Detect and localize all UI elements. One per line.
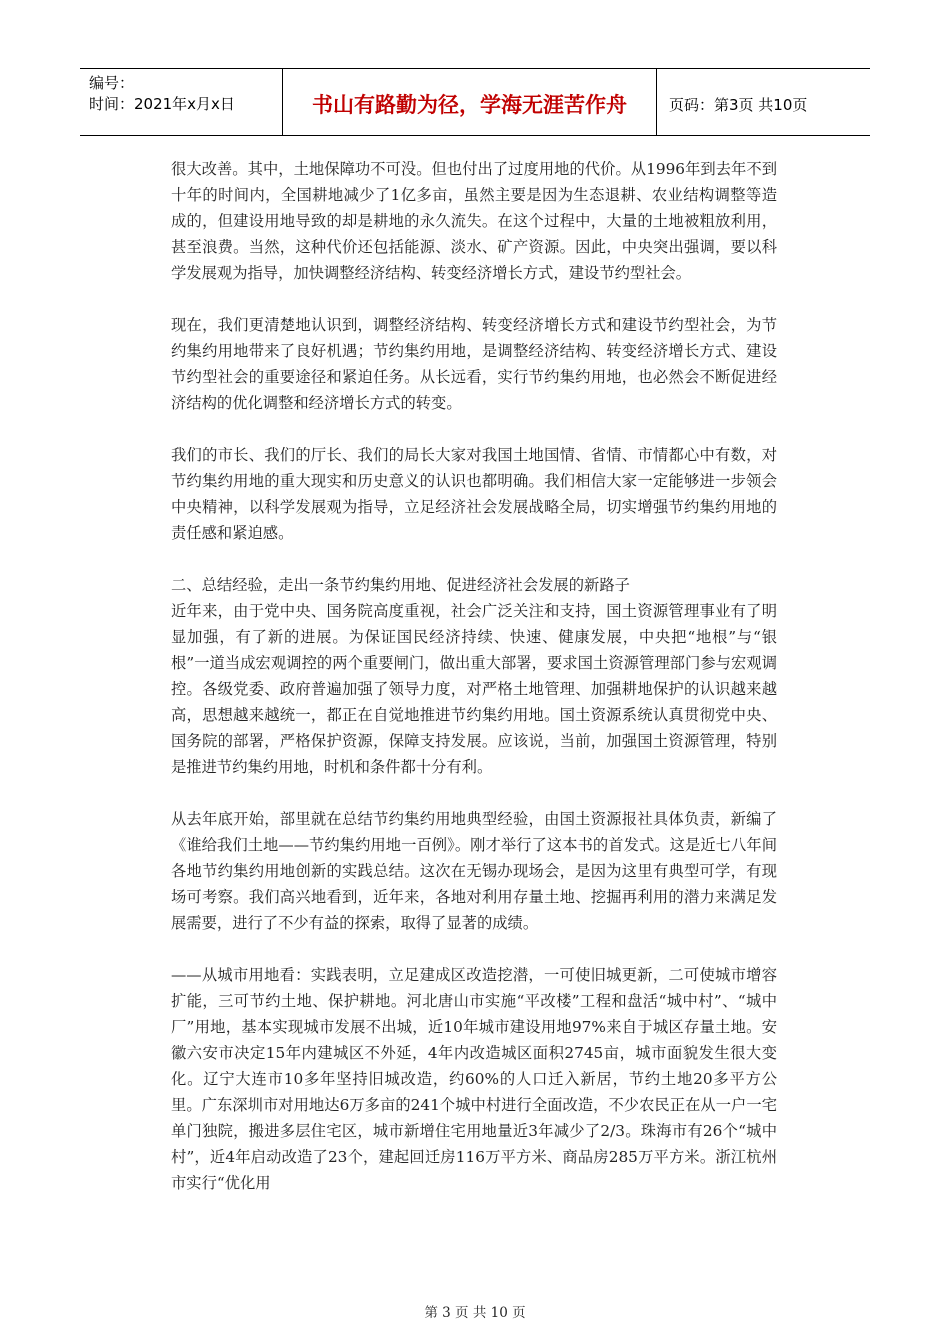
section-heading: 二、总结经验，走出一条节约集约用地、促进经济社会发展的新路子 [171, 576, 630, 594]
paragraph: 从去年底开始，部里就在总结节约集约用地典型经验，由国土资源报社具体负责，新编了《谁给我们土地——节约集约用地一百例》。刚才举行了这本书的首发式。这是近七八年间各地节约集约用地创新的实践总结。这次在无锡办现场会，是因为这里有典型可学，有现场可考察。我们高兴地看到，近年来，各地对利用存量土地、挖掘再利用的潜力来满足发展需要，进行了不少有益的探索，取得了显著的成绩。 [171, 810, 777, 932]
document-body [171, 156, 777, 1222]
paragraph: 近年来，由于党中央、国务院高度重视，社会广泛关注和支持，国土资源管理事业有了明显加强，有了新的进展。为保证国民经济持续、快速、健康发展，中央把“地根”与“银根”一道当成宏观调控的两个重要闸门，做出重大部署，要求国土资源管理部门参与宏观调控。各级党委、政府普遍加强了领导力度，对严格土地管理、加强耕地保护的认识越来越高，思想越来越统一，都正在自觉地推进节约集约用地。国土资源系统认真贯彻党中央、国务院的部署，严格保护资源，保障支持发展。应该说，当前，加强国土资源管理，特别是推进节约集约用地，时机和条件都十分有利。 [171, 602, 777, 776]
paragraph: ——从城市用地看：实践表明，立足建成区改造挖潜，一可使旧城更新，二可使城市增容扩能，三可节约土地、保护耕地。河北唐山市实施“平改楼”工程和盘活“城中村”、“城中厂”用地，基本实现城市发展不出城，近10年城市建设用地97%来自于城区存量土地。安徽六安市决定15年内建城区不外延，4年内改造城区面积2745亩，城市面貌发生很大变化。辽宁大连市10多年坚持旧城改造，约60%的人口迁入新居，节约土地20多平方公里。广东深圳市对用地达6万多亩的241个城中村进行全面改造，不少农民正在从一户一宅单门独院，搬进多层住宅区，城市新增住宅用地量近3年减少了2/3。珠海市有26个“城中村”，近4年启动改造了23个，建起回迁房116万平方米、商品房285万平方米。浙江杭州市实行“优化用 [171, 966, 777, 1192]
header-meta [80, 69, 283, 135]
date-label: 时间：2021年x月x日 [89, 95, 235, 113]
header-motto: 书山有路勤为径，学海无涯苦作舟 [283, 69, 657, 135]
paragraph: 我们的市长、我们的厅长、我们的局长大家对我国土地国情、省情、市情都心中有数，对节约集约用地的重大现实和历史意义的认识也都明确。我们相信大家一定能够进一步领会中央精神，以科学发展观为指导，立足经济社会发展战略全局，切实增强节约集约用地的责任感和紧迫感。 [171, 446, 777, 542]
page-footer: 第 3 页 共 10 页 [424, 1305, 526, 1321]
serial-number-label: 编号： [89, 74, 135, 92]
paragraph: 现在，我们更清楚地认识到，调整经济结构、转变经济增长方式和建设节约型社会，为节约集约用地带来了良好机遇；节约集约用地，是调整经济结构、转变经济增长方式、建设节约型社会的重要途径和紧迫任务。从长远看，实行节约集约用地，也必然会不断促进经济结构的优化调整和经济增长方式的转变。 [171, 316, 777, 412]
header-page-info: 页码：第3页 共10页 [669, 95, 808, 114]
paragraph: 很大改善。其中，土地保障功不可没。但也付出了过度用地的代价。从1996年到去年不到十年的时间内，全国耕地减少了1亿多亩，虽然主要是因为生态退耕、农业结构调整等造成的，但建设用地导致的却是耕地的永久流失。在这个过程中，大量的土地被粗放利用，甚至浪费。当然，这种代价还包括能源、淡水、矿产资源。因此，中央突出强调，要以科学发展观为指导，加快调整经济结构、转变经济增长方式，建设节约型社会。 [171, 160, 777, 282]
document-header [80, 68, 870, 136]
